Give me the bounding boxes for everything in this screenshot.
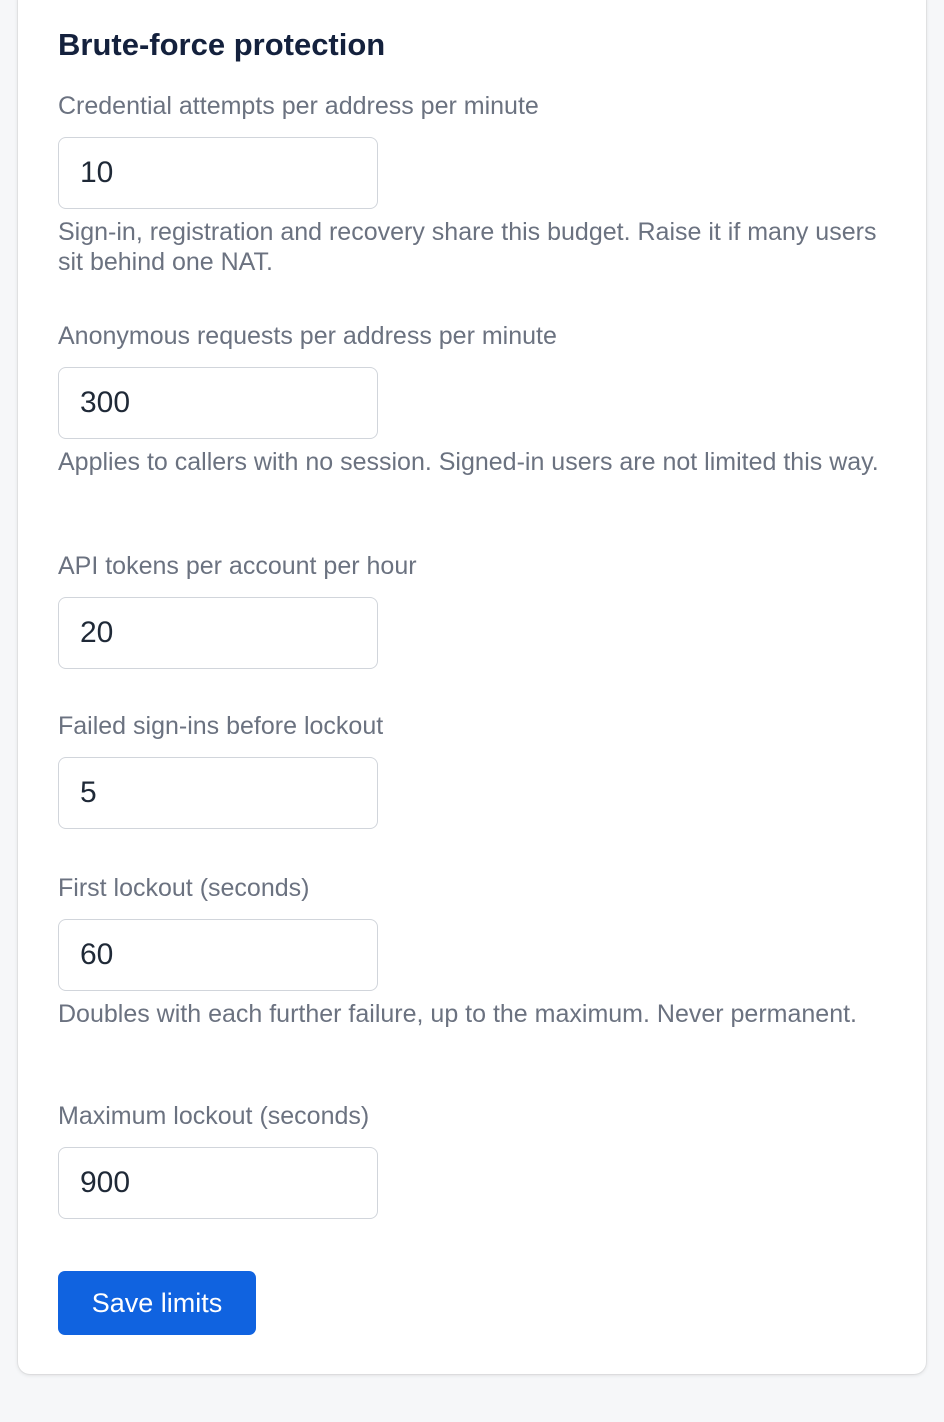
anonymous-requests-help: Applies to callers with no session. Signed-in users are not limited this way. (58, 448, 879, 476)
credential-attempts-input[interactable] (58, 137, 378, 209)
maximum-lockout-label: Maximum lockout (seconds) (58, 1102, 370, 1130)
first-lockout-help: Doubles with each further failure, up to the maximum. Never permanent. (58, 1000, 857, 1028)
anonymous-requests-label: Anonymous requests per address per minute (58, 322, 557, 350)
save-limits-button[interactable]: Save limits (58, 1271, 256, 1335)
first-lockout-input[interactable] (58, 919, 378, 991)
first-lockout-label: First lockout (seconds) (58, 874, 310, 902)
api-tokens-input[interactable] (58, 597, 378, 669)
failed-signins-input[interactable] (58, 757, 378, 829)
api-tokens-label: API tokens per account per hour (58, 552, 417, 580)
failed-signins-label: Failed sign-ins before lockout (58, 712, 384, 740)
section-title: Brute-force protection (58, 27, 386, 62)
credential-attempts-label: Credential attempts per address per minute (58, 92, 539, 120)
credential-attempts-help: Sign-in, registration and recovery share this budget. Raise it if many users sit behind one NAT. (58, 218, 877, 276)
maximum-lockout-input[interactable] (58, 1147, 378, 1219)
anonymous-requests-input[interactable] (58, 367, 378, 439)
